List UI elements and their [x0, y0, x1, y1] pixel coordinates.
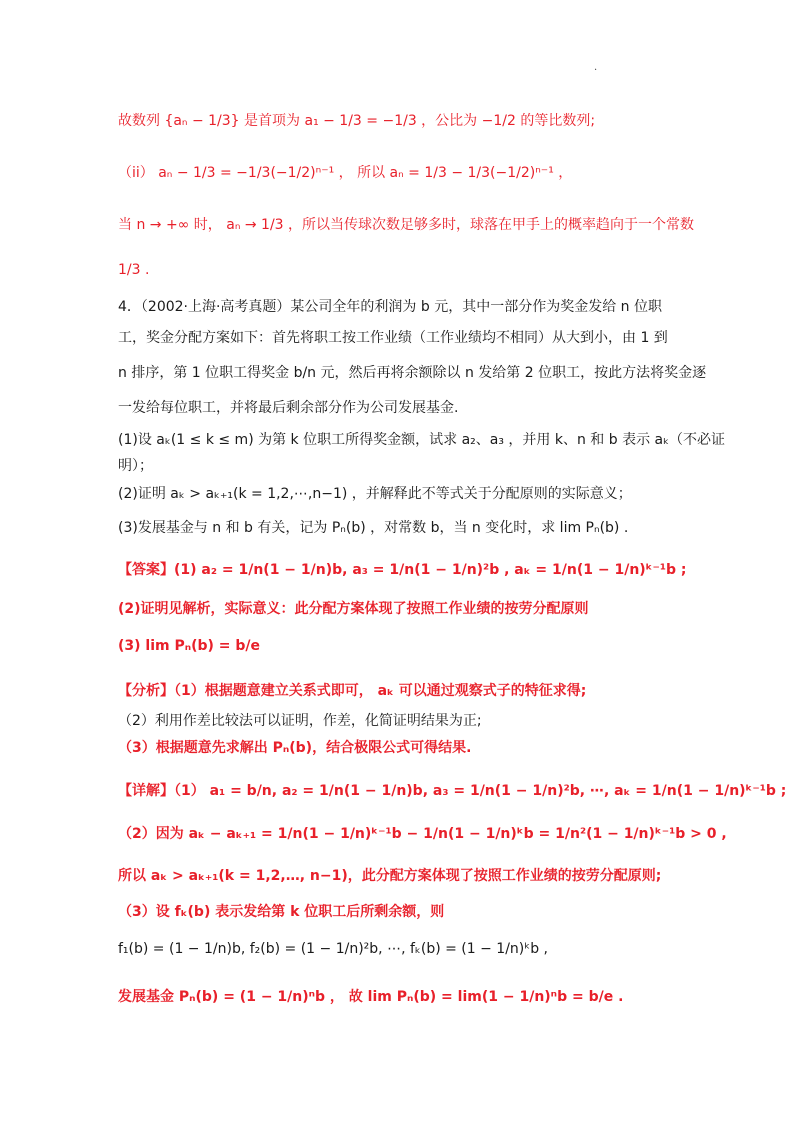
text-line-6: 工，奖金分配方案如下：首先将职工按工作业绩（工作业绩均不相同）从大到小，由 1 到 — [118, 330, 668, 346]
detail-line-2: （2）因为 aₖ − aₖ₊₁ = 1/n(1 − 1/n)ᵏ⁻¹b − 1/n(1 − 1/n)ᵏb = 1/n²(1 − 1/n)ᵏ⁻¹b > 0 , — [118, 826, 727, 842]
answer-line-1: 【答案】(1) a₂ = 1/n(1 − 1/n)b, a₃ = 1/n(1 − 1/n)²b , aₖ = 1/n(1 − 1/n)ᵏ⁻¹b ; — [118, 562, 687, 578]
page-marker: . — [594, 62, 598, 73]
analysis-line-1: 【分析】（1）根据题意建立关系式即可， aₖ 可以通过观察式子的特征求得; — [118, 683, 587, 699]
detail-line-6: 发展基金 Pₙ(b) = (1 − 1/n)ⁿb ， 故 lim Pₙ(b) = lim(1 − 1/n)ⁿb = b/e . — [118, 989, 624, 1005]
detail-line-1: 【详解】（1） a₁ = b/n, a₂ = 1/n(1 − 1/n)b, a₃ = 1/n(1 − 1/n)²b, ⋯, aₖ = 1/n(1 − 1/n)ᵏ⁻¹b ; — [118, 783, 787, 799]
text-line-9: (1)设 aₖ(1 ≤ k ≤ m) 为第 k 位职工所得奖金额，试求 a₂、a₃ ，并用 k、n 和 b 表示 aₖ（不必证 — [118, 432, 726, 448]
text-line-5: 4．（2002·上海·高考真题）某公司全年的利润为 b 元，其中一部分作为奖金发给 n 位职 — [118, 299, 662, 315]
detail-line-3: 所以 aₖ > aₖ₊₁(k = 1,2,…, n−1)，此分配方案体现了按照工作业绩的按劳分配原则; — [118, 868, 662, 884]
analysis-line-2: （2）利用作差比较法可以证明，作差，化简证明结果为正; — [118, 713, 482, 729]
text-line-11: (2)证明 aₖ > aₖ₊₁(k = 1,2,⋯,n−1) ，并解释此不等式关于分配原则的实际意义； — [118, 486, 632, 502]
detail-line-5: f₁(b) = (1 − 1/n)b, f₂(b) = (1 − 1/n)²b, ⋯, fₖ(b) = (1 − 1/n)ᵏb , — [118, 941, 549, 957]
answer-line-2: (2)证明见解析，实际意义：此分配方案体现了按照工作业绩的按劳分配原则 — [118, 601, 589, 617]
analysis-line-3: （3）根据题意先求解出 Pₙ(b)，结合极限公式可得结果. — [118, 740, 472, 756]
answer-line-3: (3) lim Pₙ(b) = b/e — [118, 638, 261, 654]
text-line-3: 当 n → +∞ 时， aₙ → 1/3 ，所以当传球次数足够多时，球落在甲手上的概率趋向于一个常数 — [118, 217, 695, 233]
text-line-4: 1/3 . — [118, 262, 150, 278]
detail-line-4: （3）设 fₖ(b) 表示发给第 k 位职工后所剩余额，则 — [118, 904, 445, 920]
text-line-8: 一发给每位职工，并将最后剩余部分作为公司发展基金. — [118, 400, 459, 416]
text-line-10: 明）； — [118, 458, 153, 474]
text-line-12: (3)发展基金与 n 和 b 有关，记为 Pₙ(b) ，对常数 b，当 n 变化时，求 lim Pₙ(b) . — [118, 520, 629, 536]
text-line-2: （ii） aₙ − 1/3 = −1/3(−1/2)ⁿ⁻¹ ， 所以 aₙ = 1/3 − 1/3(−1/2)ⁿ⁻¹ ， — [118, 165, 573, 181]
text-line-7: n 排序，第 1 位职工得奖金 b/n 元，然后再将余额除以 n 发给第 2 位职工，按此方法将奖金逐 — [118, 365, 707, 381]
text-line-1: 故数列 {aₙ − 1/3} 是首项为 a₁ − 1/3 = −1/3 ，公比为 −1/2 的等比数列; — [118, 113, 596, 129]
